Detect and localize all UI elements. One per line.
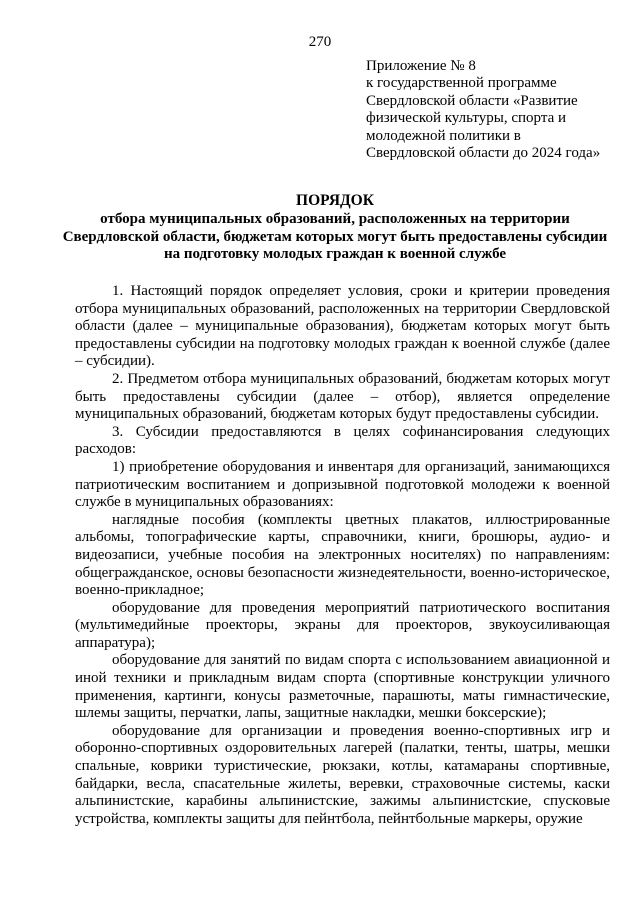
title-subtitle: отбора муниципальных образований, расположенных на территории Свердловской области, бюджетам которых могут быть предоставлены субсидии на подготовку молодых граждан к военной службе [62,211,608,263]
appendix-line: к государственной программе [366,75,557,92]
document-body [75,283,610,828]
document-title [60,191,610,264]
paragraph: оборудование для организации и проведения военно-спортивных игр и оборонно-спортивных оздоровительных лагерей (палатки, тенты, шатры, мешки спальные, коврики туристические, рюкзаки, котлы, катамараны спортивные, байдарки, весла, спасательные жилеты, веревки, страховочные системы, каски альпинистские, карабины альпинистские, зажимы альпинистские, спусковые устройства, комплекты защиты для пейнтбола, пейнтбольные маркеры, оружие [75,722,610,827]
paragraph: наглядные пособия (комплекты цветных плакатов, иллюстрированные альбомы, топографические карты, справочники, книги, брошюры, аудио- и видеозаписи, учебные пособия на электронных носителях) по направлениям: общегражданское, основы безопасности жизнедеятельности, военно-историческое, военно-прикладное; [75,511,610,599]
appendix-line: Приложение № 8 [366,58,476,74]
title-main: ПОРЯДОК [296,192,374,209]
appendix-line: молодежной политики в [366,127,521,144]
appendix-line: Свердловской области до 2024 года» [366,145,601,162]
paragraph: 1) приобретение оборудования и инвентаря для организаций, занимающихся патриотическим воспитанием и допризывной подготовкой молодежи к военной службе в муниципальных образованиях: [75,458,610,511]
paragraph: оборудование для проведения мероприятий патриотического воспитания (мультимедийные проекторы, экраны для проекторов, звукоусиливающая аппаратура); [75,599,610,651]
appendix-header [366,58,636,162]
paragraph: 3. Субсидии предоставляются в целях софинансирования следующих расходов: [75,423,610,458]
paragraph: 1. Настоящий порядок определяет условия, сроки и критерии проведения отбора муниципальных образований, расположенных на территории Свердловской области (далее – муниципальные образования), бюджетам которых могут быть предоставлены субсидии на подготовку молодых граждан к военной службе (далее – субсидии). [75,283,610,370]
paragraph: оборудование для занятий по видам спорта с использованием авиационной и иной техники и прикладным видам спорта (спортивные конструкции уличного применения, картинги, конусы разметочные, парашюты, маты гимнастические, шлемы защиты, перчатки, лапы, защитные накладки, мешки боксерские); [75,652,610,722]
appendix-line: Свердловской области «Развитие [366,92,578,109]
appendix-line: физической культуры, спорта и [366,110,567,127]
paragraph: 2. Предметом отбора муниципальных образований, бюджетам которых могут быть предоставлены субсидии (далее – отбор), является определение муниципальных образований, бюджетам которых будут предоставлены субсидии. [75,370,610,423]
page-number: 270 [308,34,332,50]
